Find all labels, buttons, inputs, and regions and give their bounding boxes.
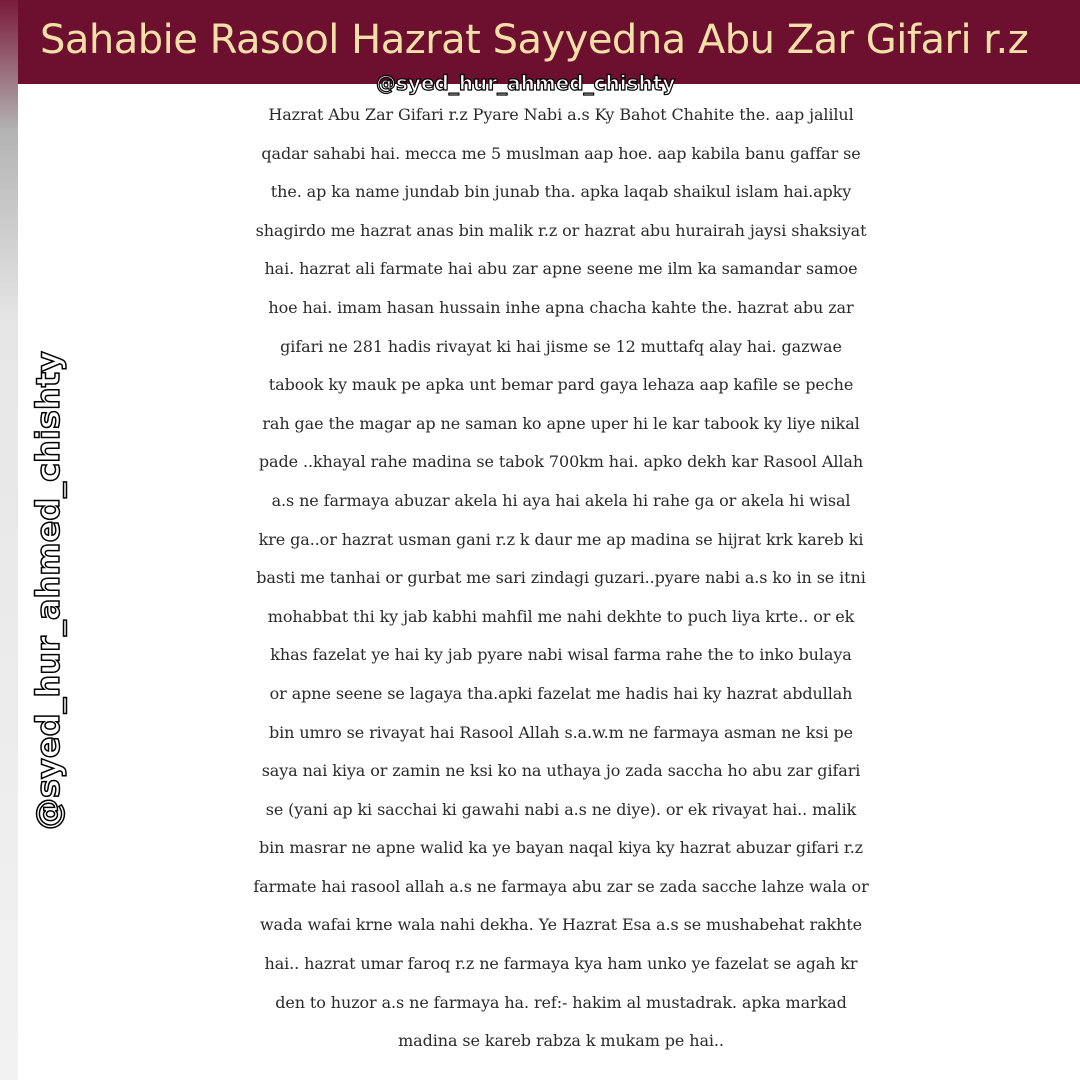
text-line: kre ga..or hazrat usman gani r.z k daur me ap madina se hijrat krk kareb ki — [258, 529, 864, 549]
text-line: tabook ky mauk pe apka unt bemar pard gaya lehaza aap kafile se peche — [268, 375, 854, 395]
text-line: the. ap ka name jundab bin junab tha. apka laqab shaikul islam hai.apky — [270, 182, 852, 202]
text-line: a.s ne farmaya abuzar akela hi aya hai akela hi rahe ga or akela hi wisal — [271, 490, 851, 510]
text-line: hoe hai. imam hasan hussain inhe apna chacha kahte the. hazrat abu zar — [268, 297, 854, 317]
text-line: farmate hai rasool allah a.s ne farmaya abu zar se zada sacche lahze wala or — [253, 876, 869, 896]
text-line: se (yani ap ki sacchai ki gawahi nabi a.s ne diye). or ek rivayat hai.. malik — [265, 799, 857, 819]
text-line: pade ..khayal rahe madina se tabok 700km hai. apko dekh kar Rasool Allah — [258, 452, 864, 472]
watermark-handle-top: @syed_hur_ahmed_chishty — [376, 71, 676, 95]
page-title: Sahabie Rasool Hazrat Sayyedna Abu Zar Gifari r.z — [40, 17, 1029, 63]
text-line: mohabbat thi ky jab kabhi mahfil me nahi dekhte to puch liya krte.. or ek — [267, 606, 855, 626]
text-line: hai.. hazrat umar faroq r.z ne farmaya kya ham unko ye fazelat se agah kr — [264, 954, 858, 974]
text-line: madina se kareb rabza k mukam pe hai.. — [398, 1031, 724, 1051]
text-line: rah gae the magar ap ne saman ko apne uper hi le kar tabook ky liye nikal — [262, 413, 860, 433]
article-body — [42, 96, 1080, 1076]
text-line: wada wafai krne wala nahi dekha. Ye Hazrat Esa a.s se mushabehat rakhte — [259, 915, 863, 935]
text-line: den to huzor a.s ne farmaya ha. ref:- hakim al mustadrak. apka markad — [275, 992, 847, 1012]
text-line: basti me tanhai or gurbat me sari zindagi guzari..pyare nabi a.s ko in se itni — [256, 568, 866, 588]
text-line: bin masrar ne apne walid ka ye bayan naqal kiya ky hazrat abuzar gifari r.z — [258, 838, 864, 858]
watermark-handle-side: @syed_hur_ahmed_chishty — [29, 351, 67, 830]
text-line: saya nai kiya or zamin ne ksi ko na uthaya jo zada saccha ho abu zar gifari — [261, 761, 861, 781]
text-line: qadar sahabi hai. mecca me 5 muslman aap hoe. aap kabila banu gaffar se — [261, 143, 861, 163]
text-line: or apne seene se lagaya tha.apki fazelat me hadis hai ky hazrat abdullah — [269, 683, 853, 703]
left-edge-decoration — [0, 0, 18, 1080]
text-line: gifari ne 281 hadis rivayat ki hai jisme se 12 muttafq alay hai. gazwae — [280, 336, 842, 356]
text-line: khas fazelat ye hai ky jab pyare nabi wisal farma rahe the to inko bulaya — [270, 645, 852, 665]
text-line: hai. hazrat ali farmate hai abu zar apne seene me ilm ka samandar samoe — [264, 259, 858, 279]
text-line: bin umro se rivayat hai Rasool Allah s.a.w.m ne farmaya asman ne ksi pe — [268, 722, 854, 742]
text-line: Hazrat Abu Zar Gifari r.z Pyare Nabi a.s Ky Bahot Chahite the. aap jalilul — [268, 105, 854, 124]
text-line: shagirdo me hazrat anas bin malik r.z or hazrat abu hurairah jaysi shaksiyat — [255, 220, 867, 240]
